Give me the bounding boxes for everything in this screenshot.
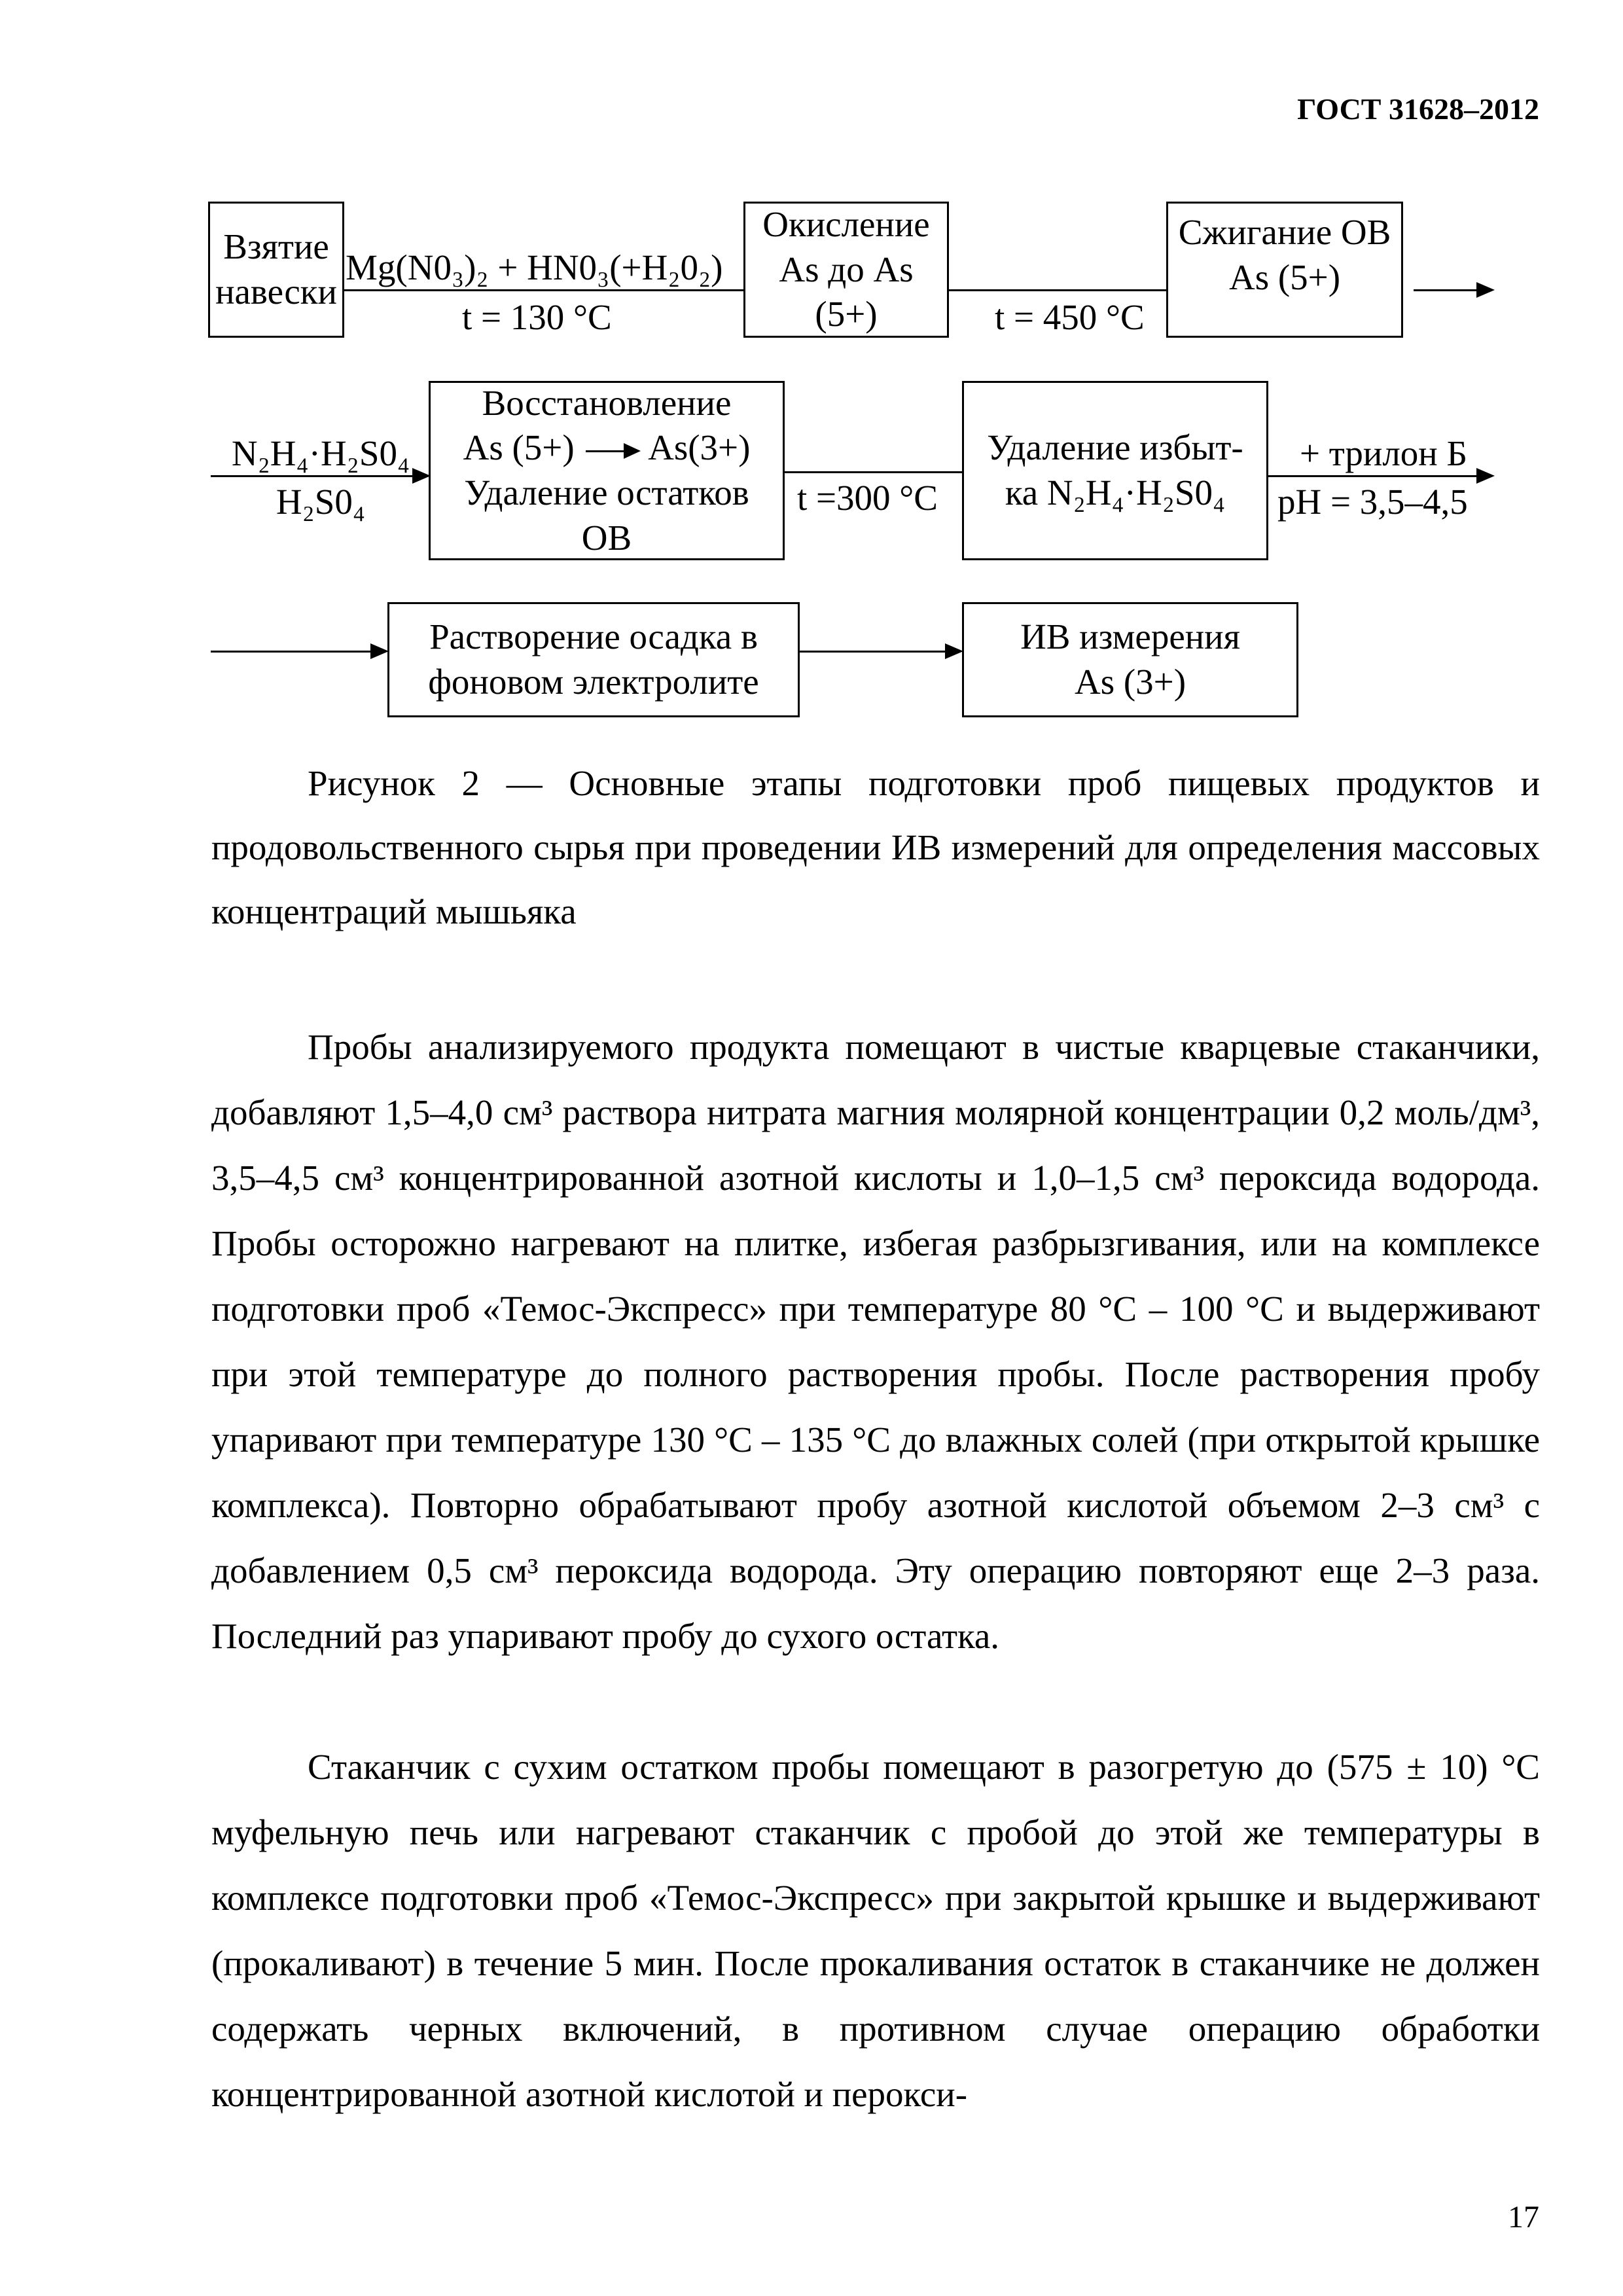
box-oxidation — [743, 202, 949, 338]
box-burn — [1166, 202, 1403, 338]
oxidation-state-5: As (5+) — [463, 427, 575, 468]
temperature-label-450: t = 450 °C — [995, 297, 1145, 337]
arrow-row2-in — [211, 475, 428, 477]
flow-diagram — [0, 0, 1623, 746]
paragraph-1: Пробы анализируемого продукта помещают в чистые кварцевые стаканчики, добавляют 1,5–4,0 см³ раствора нитрата магния молярной концентрации 0,2 моль/дм³, 3,5–4,5 см³ концентрированной азотной кислоты и 1,0–1,5 см³ пероксида водорода. Пробы осторожно нагревают на плитке, избегая разбрызгивания, или на комплексе подготовки проб «Темос-Экспресс» при температуре 80 °C – 100 °C и выдерживают при этой температуре до полного растворения пробы. После растворения пробу упаривают при температуре 130 °C – 135 °C до влажных солей (при открытой крышке комплекса). Повторно обрабатывают пробу азотной кислотой объемом 2–3 см³ с добавлением 0,5 см³ пероксида водорода. Эту операцию повторяют еще 2–3 раза. Последний раз упаривают пробу до сухого остатка. — [211, 1027, 1540, 1656]
reagent-hydrazine-label: N₂H₄·H₂S0₄ — [231, 433, 410, 473]
box-iv-measurement-label: ИВ измерения As (3+) — [1020, 617, 1240, 702]
trilon-label: + трилон Б — [1299, 433, 1468, 473]
arrow-row3-in — [211, 651, 386, 653]
arrow-row3-mid — [800, 651, 961, 653]
page-number: 17 — [1508, 2200, 1539, 2234]
reagent-label: Mg(N0₃)₂ + HN0₃(+H₂0₂) — [346, 247, 723, 287]
box-reduction-line3: Удаление остатков — [464, 473, 749, 512]
oxidation-state-3: As(3+) — [648, 427, 751, 468]
arrow-row1-out — [1414, 289, 1492, 291]
box-iv-measurement — [962, 602, 1298, 717]
box-burn-label: Сжигание ОВ As (5+) — [1178, 212, 1391, 297]
connector-line-1 — [344, 289, 745, 291]
temperature-label-300: t =300 °C — [797, 478, 938, 518]
arrow-right-icon — [586, 450, 638, 452]
arrow-row2-out — [1268, 475, 1492, 477]
box-dissolve — [387, 602, 800, 717]
temperature-label-130: t = 130 °C — [462, 297, 612, 337]
box-reduction-line2 — [463, 425, 751, 471]
document-standard-number: ГОСТ 31628–2012 — [1297, 92, 1539, 126]
reagent-sulfuric-label: H₂S0₄ — [276, 482, 366, 522]
box-take-sample — [208, 202, 344, 338]
box-oxidation-label: Окисление As до As (5+) — [762, 204, 930, 334]
figure-caption: Рисунок 2 — Основные этапы подготовки проб пищевых продуктов и продовольственного сырья при проведении ИВ измерений для определения массовых концентраций мышьяка — [211, 763, 1540, 931]
box-dissolve-label: Растворение осадка в фоновом электролите — [428, 617, 759, 702]
box-reduction-line1: Восстановление — [482, 382, 732, 423]
box-removal-label: Удаление избыт-ка N₂H₄·H₂S0₄ — [987, 427, 1243, 512]
ph-label: pH = 3,5–4,5 — [1277, 482, 1468, 522]
connector-line-2 — [949, 289, 1166, 291]
box-take-sample-label: Взятие навески — [215, 226, 337, 312]
paragraph-2: Стаканчик с сухим остатком пробы помещают в разогретую до (575 ± 10) °C муфельную печь или нагревают стаканчик с пробой до этой же температуры в комплексе подготовки проб «Темос-Экспресс» при закрытой крышке и выдерживают (прокаливают) в течение 5 мин. После прокаливания остаток в стаканчике не должен содержать черных включений, в противном случае операцию обработки концентрированной азотной кислотой и перокси- — [211, 1747, 1540, 2114]
connector-line-3 — [785, 471, 963, 473]
box-removal — [962, 381, 1268, 560]
box-reduction-line4: ОВ — [581, 517, 632, 558]
box-reduction — [429, 381, 785, 560]
